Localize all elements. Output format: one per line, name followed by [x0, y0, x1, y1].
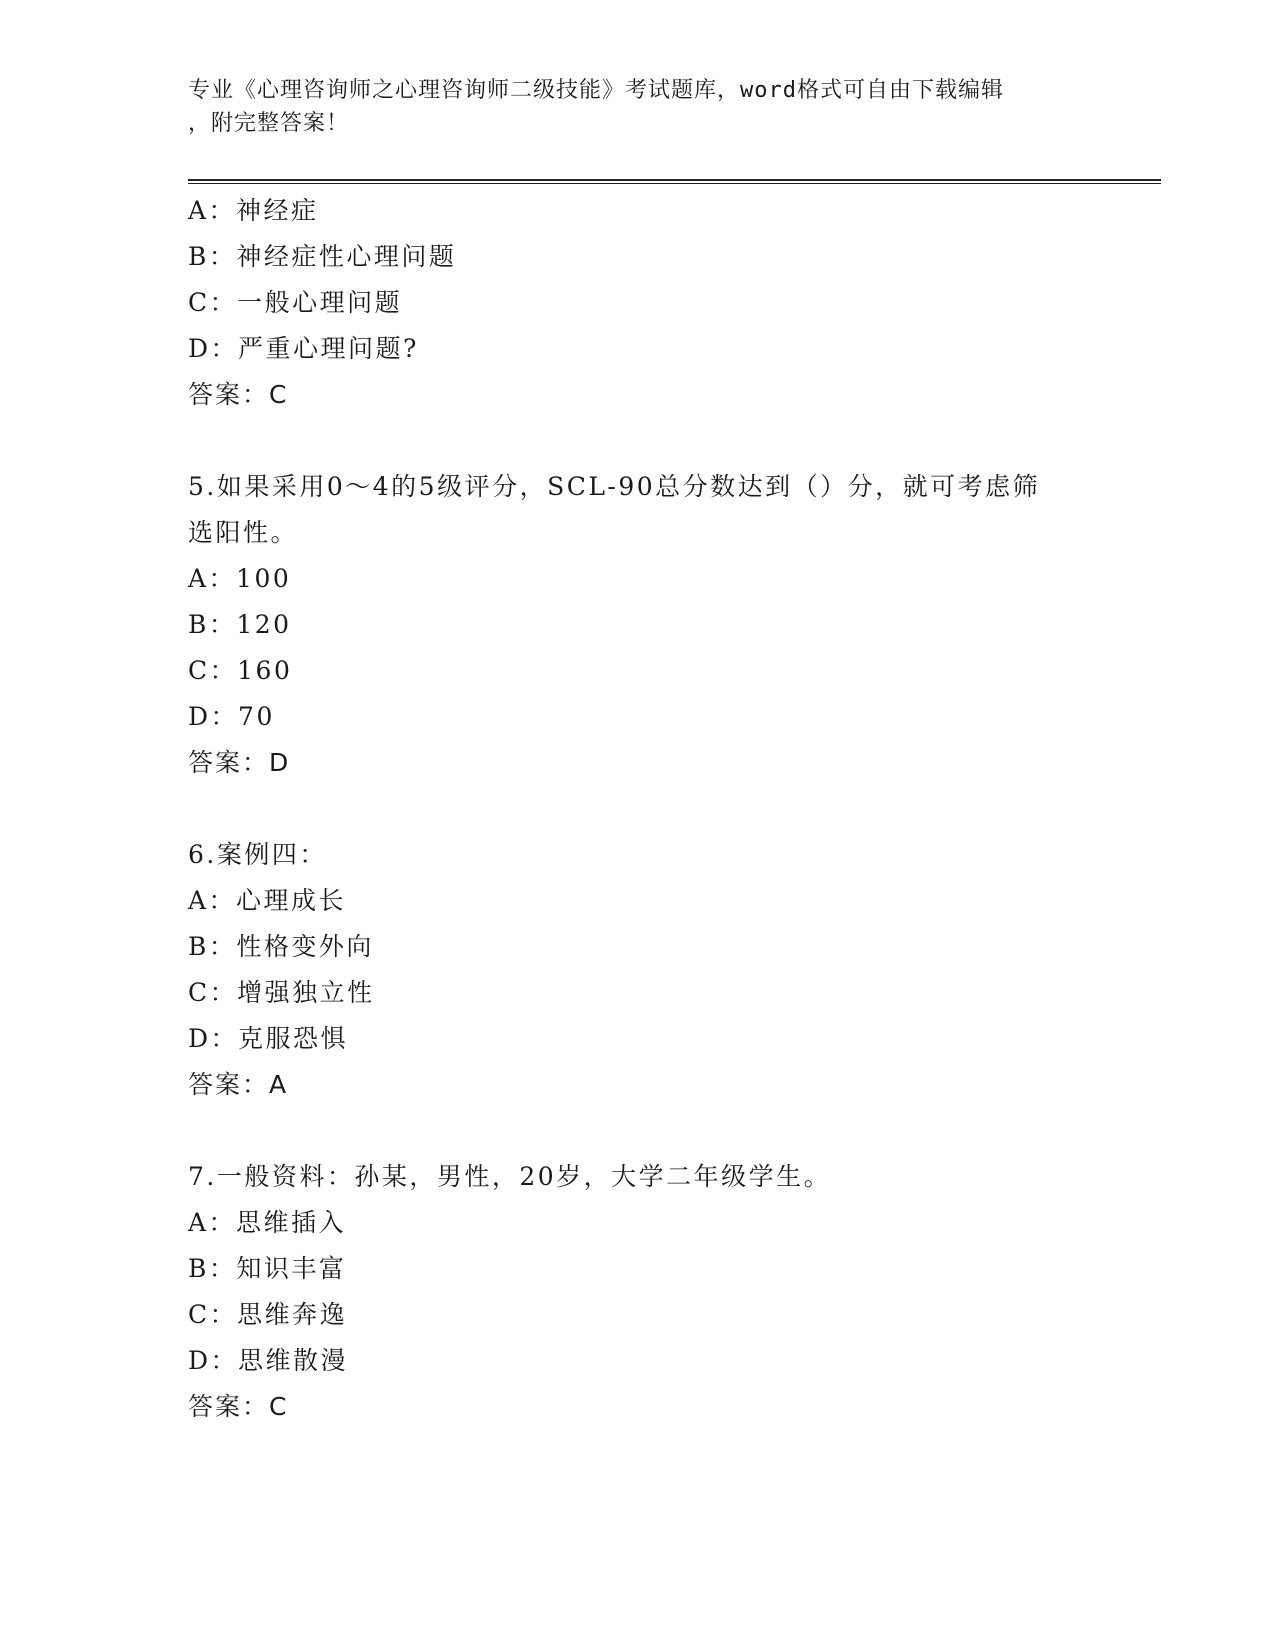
option-c: C：思维奔逸	[188, 1300, 348, 1329]
question-6	[188, 832, 1088, 1108]
header-title-line2: ，附完整答案！	[188, 111, 350, 136]
answer: 答案：A	[188, 1070, 289, 1099]
option-d: D：70	[188, 702, 275, 731]
answer: 答案：C	[188, 380, 289, 409]
question-5	[188, 464, 1088, 786]
option-b: B：性格变外向	[188, 932, 374, 961]
question-4	[188, 188, 1088, 418]
spacer	[188, 1108, 1088, 1154]
question-stem-line1: 5.如果采用0～4的5级评分，SCL-90总分数达到（）分，就可考虑筛	[188, 472, 1041, 501]
option-d: D：思维散漫	[188, 1346, 349, 1375]
option-a: A：思维插入	[188, 1208, 347, 1237]
option-c: C：160	[188, 656, 293, 685]
question-7	[188, 1154, 1088, 1430]
question-stem-line2: 选阳性。	[188, 518, 299, 547]
question-stem: 7.一般资料：孙某，男性，20岁，大学二年级学生。	[188, 1162, 832, 1191]
spacer	[188, 418, 1088, 464]
option-b: B：神经症性心理问题	[188, 242, 457, 271]
option-c: C：增强独立性	[188, 978, 375, 1007]
answer: 答案：D	[188, 748, 291, 777]
question-stem: 6.案例四：	[188, 840, 327, 869]
spacer	[188, 786, 1088, 832]
header-divider	[188, 179, 1161, 184]
option-c: C：一般心理问题	[188, 288, 403, 317]
answer: 答案：C	[188, 1392, 289, 1421]
header-title-line1: 专业《心理咨询师之心理咨询师二级技能》考试题库，word格式可自由下载编辑	[188, 78, 1004, 103]
option-b: B：知识丰富	[188, 1254, 347, 1283]
option-d: D：严重心理问题?	[188, 334, 419, 363]
option-a: A：100	[188, 564, 292, 593]
option-b: B：120	[188, 610, 292, 639]
option-a: A：神经症	[188, 196, 319, 225]
question-list	[188, 188, 1088, 1430]
option-d: D：克服恐惧	[188, 1024, 349, 1053]
option-a: A：心理成长	[188, 886, 347, 915]
document-header	[188, 74, 1088, 140]
